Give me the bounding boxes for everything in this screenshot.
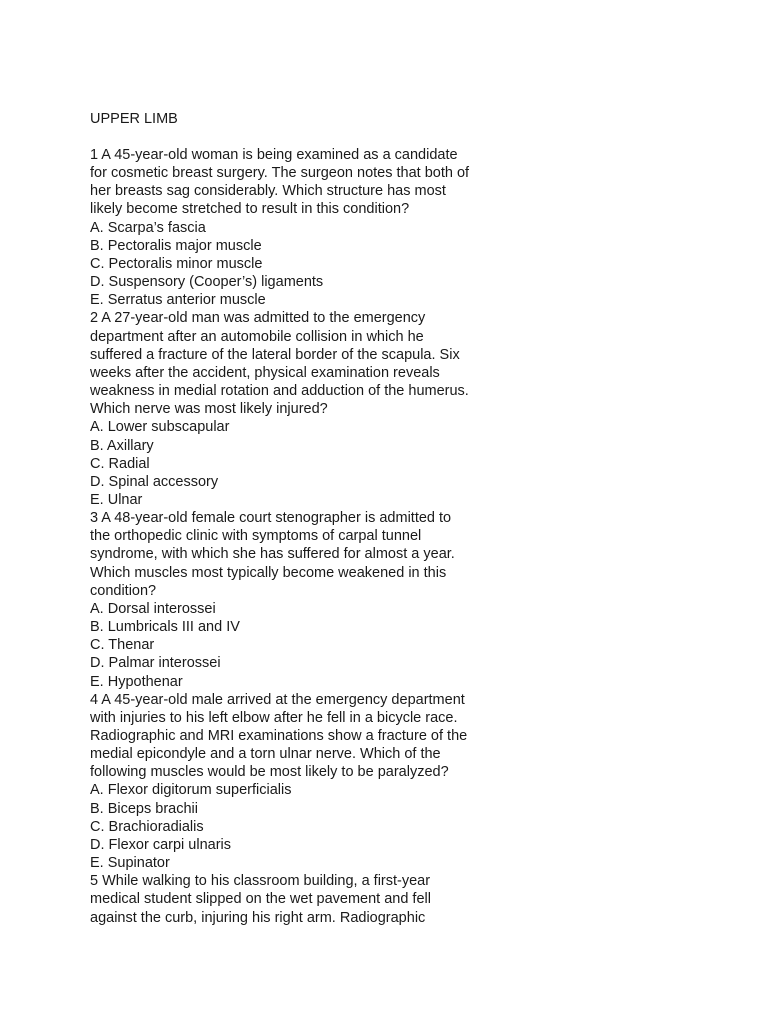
question-stem-line: medial epicondyle and a torn ulnar nerve. Which of the bbox=[90, 746, 441, 763]
question-stem-line: suffered a fracture of the lateral border of the scapula. Six bbox=[90, 346, 460, 363]
question-stem-line: Which muscles most typically become weakened in this bbox=[90, 564, 447, 581]
question-stem-line: department after an automobile collision in which he bbox=[90, 328, 424, 345]
question-stem-line: Which nerve was most likely injured? bbox=[90, 401, 328, 418]
question-stem-line: syndrome, with which she has suffered for almost a year. bbox=[90, 546, 455, 563]
question-stem-line: condition? bbox=[90, 582, 157, 599]
question-list bbox=[90, 146, 510, 927]
question-stem bbox=[90, 509, 510, 600]
question-stem bbox=[90, 691, 510, 782]
answer-option: E. Supinator bbox=[90, 855, 170, 872]
question-2 bbox=[90, 309, 510, 509]
question-stem-line: with injuries to his left elbow after he fell in a bicycle race. bbox=[90, 709, 458, 726]
answer-option: B. Biceps brachii bbox=[90, 800, 198, 817]
answer-option: C. Brachioradialis bbox=[90, 818, 204, 835]
question-stem-line: weeks after the accident, physical examination reveals bbox=[90, 364, 440, 381]
question-3 bbox=[90, 509, 510, 691]
answer-option: E. Ulnar bbox=[90, 491, 143, 508]
question-5 bbox=[90, 872, 510, 926]
answer-option: E. Hypothenar bbox=[90, 673, 183, 690]
question-stem-line: the orthopedic clinic with symptoms of carpal tunnel bbox=[90, 528, 422, 545]
answer-option: B. Axillary bbox=[90, 437, 154, 454]
question-stem bbox=[90, 872, 510, 926]
answer-option: B. Pectoralis major muscle bbox=[90, 237, 262, 254]
question-stem bbox=[90, 146, 510, 219]
answer-option: A. Lower subscapular bbox=[90, 419, 230, 436]
answer-option: B. Lumbricals III and IV bbox=[90, 619, 240, 636]
answer-option: E. Serratus anterior muscle bbox=[90, 292, 266, 309]
answer-option: D. Suspensory (Cooper’s) ligaments bbox=[90, 274, 324, 291]
question-stem-line: medical student slipped on the wet pavement and fell bbox=[90, 891, 431, 908]
question-stem bbox=[90, 309, 510, 418]
question-stem-line: Radiographic and MRI examinations show a fracture of the bbox=[90, 728, 468, 744]
answer-option: D. Palmar interossei bbox=[90, 655, 221, 672]
answer-option: C. Pectoralis minor muscle bbox=[90, 255, 263, 272]
question-stem-line: weakness in medial rotation and adduction of the humerus. bbox=[90, 383, 469, 400]
question-stem-line: 3 A 48-year-old female court stenographer is admitted to bbox=[90, 510, 452, 527]
question-stem-line: against the curb, injuring his right arm. Radiographic bbox=[90, 909, 426, 926]
question-stem-line: likely become stretched to result in this condition? bbox=[90, 201, 410, 218]
answer-option: C. Radial bbox=[90, 455, 150, 472]
question-stem-line: for cosmetic breast surgery. The surgeon notes that both of bbox=[90, 165, 470, 182]
question-1 bbox=[90, 146, 510, 309]
question-4 bbox=[90, 691, 510, 873]
document-title: UPPER LIMB bbox=[90, 111, 178, 127]
question-stem-line: 4 A 45-year-old male arrived at the emergency department bbox=[90, 691, 465, 708]
answer-option: C. Thenar bbox=[90, 637, 155, 654]
question-stem-line: 5 While walking to his classroom building, a first-year bbox=[90, 873, 431, 890]
answer-option: A. Dorsal interossei bbox=[90, 600, 216, 617]
answer-option: D. Flexor carpi ulnaris bbox=[90, 836, 232, 853]
question-stem-line: 1 A 45-year-old woman is being examined as a candidate bbox=[90, 147, 458, 163]
document-page bbox=[90, 110, 510, 927]
question-stem-line: following muscles would be most likely to be paralyzed? bbox=[90, 764, 449, 781]
question-stem-line: her breasts sag considerably. Which structure has most bbox=[90, 183, 446, 200]
answer-option: A. Flexor digitorum superficialis bbox=[90, 782, 292, 799]
answer-option: D. Spinal accessory bbox=[90, 473, 219, 490]
answer-option: A. Scarpa’s fascia bbox=[90, 219, 206, 236]
question-stem-line: 2 A 27-year-old man was admitted to the emergency bbox=[90, 310, 426, 327]
